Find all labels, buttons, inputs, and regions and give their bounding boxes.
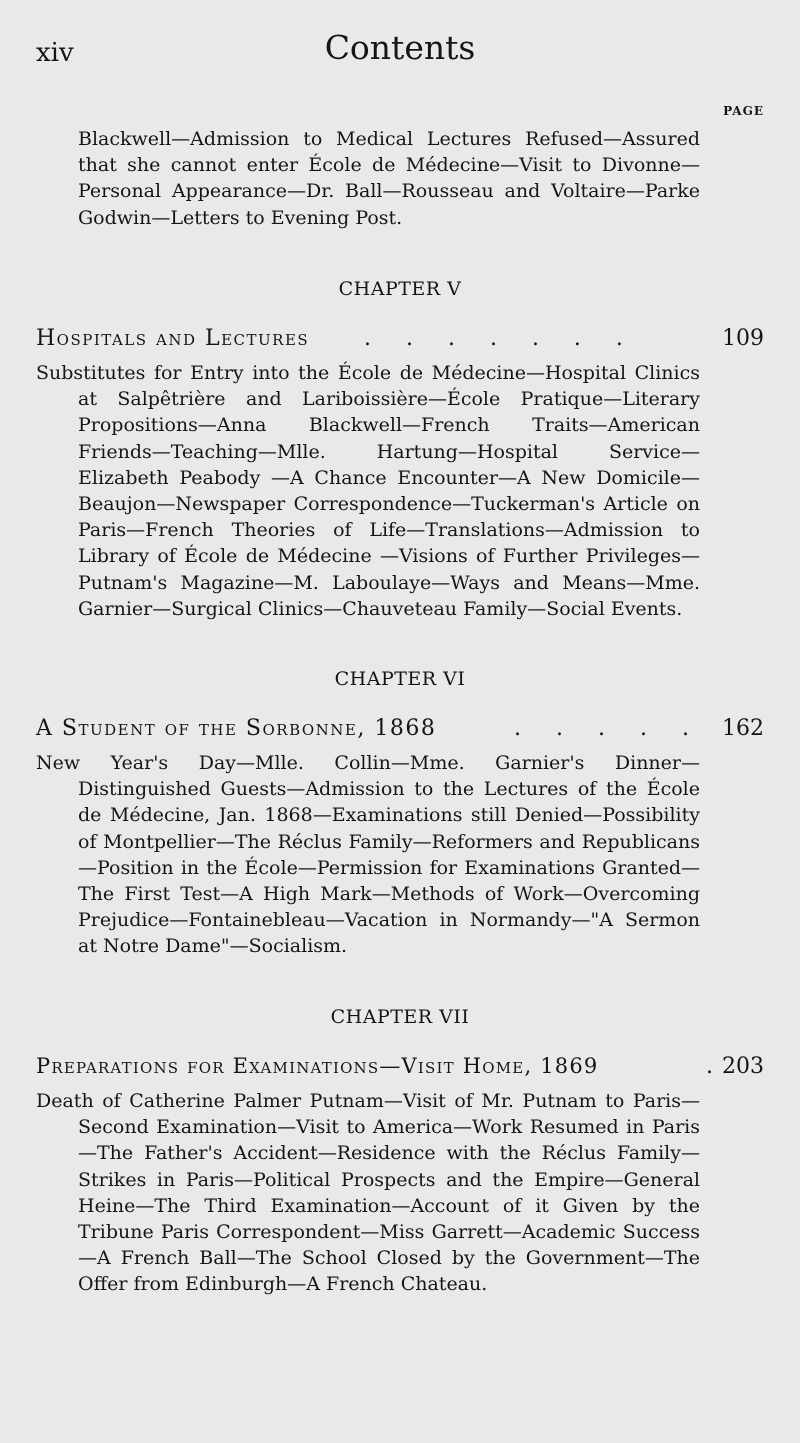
page-column-label: PAGE <box>723 104 764 118</box>
chapter-description: Substitutes for Entry into the École de Médecine—Hospital Clinics at Salpêtrière and Lariboissière—École Pratique—Literary Propositions—Anna Blackwell—French Traits—American Friends—Teaching—Mlle. Hartung—Hospital Service—Elizabeth Peabody —A Chance Encounter—A New Domicile—Beaujon—Newspaper Correspondence—Tuckerman's Article on Paris—French Theories of Life—Translations—Admission to Library of École de Médecine —Visions of Further Privileges—Putnam's Magazine—M. Laboulaye—Ways and Means—Mme. Garnier—Surgical Clinics—Chauveteau Family—Social Events. <box>36 362 700 620</box>
chapter-label: CHAPTER VI <box>334 668 466 690</box>
intro-description: Blackwell—Admission to Medical Lectures Refused—Assured that she cannot enter École de Médecine—Visit to Divonne—Personal Appearance—Dr. Ball—Rousseau and Voltaire—Parke Godwin—Letters to Evening Post. <box>78 128 700 229</box>
chapter-page-number: 203 <box>722 1054 764 1079</box>
chapter-description: Death of Catherine Palmer Putnam—Visit of Mr. Putnam to Paris—Second Examination—Visit to America—Work Resumed in Paris—The Father's Accident—Residence with the Réclus Family—Strikes in Paris—Political Prospects and the Empire—General Heine—The Third Examination—Account of it Given by the Tribune Paris Correspondent—Miss Garrett—Academic Success—A French Ball—The School Closed by the Government—The Offer from Edinburgh—A French Chateau. <box>36 1090 700 1296</box>
chapter-entry <box>36 326 764 356</box>
chapter-label: CHAPTER VII <box>330 1006 470 1028</box>
chapter-title: Hospitals and Lectures <box>36 326 310 351</box>
running-title: Contents <box>324 28 476 67</box>
chapter-title: Preparations for Examinations—Visit Home, 1869 <box>36 1054 599 1078</box>
chapter-page-number: 109 <box>722 326 764 351</box>
chapter-description: New Year's Day—Mlle. Collin—Mme. Garnier's Dinner—Distinguished Guests—Admission to the Lectures of the École de Médecine, Jan. 1868—Examinations still Denied—Possibility of Montpellier—The Réclus Family—Reformers and Republicans—Position in the École—Permission for Examinations Granted—The First Test—A High Mark—Methods of Work—Overcoming Prejudice—Fontainebleau—Vacation in Normandy—"A Sermon at Notre Dame"—Socialism. <box>36 752 700 958</box>
chapter-title: A Student of the Sorbonne, 1868 <box>36 716 437 741</box>
chapter-entry <box>36 1054 764 1084</box>
leader-dots: . <box>706 1054 727 1079</box>
page-folio: xiv <box>36 38 74 68</box>
chapter-label: CHAPTER V <box>338 278 462 300</box>
leader-dots: . . . . . <box>514 716 703 741</box>
leader-dots: . . . . . . . <box>364 326 637 351</box>
chapter-entry <box>36 716 764 746</box>
chapter-page-number: 162 <box>722 716 764 741</box>
